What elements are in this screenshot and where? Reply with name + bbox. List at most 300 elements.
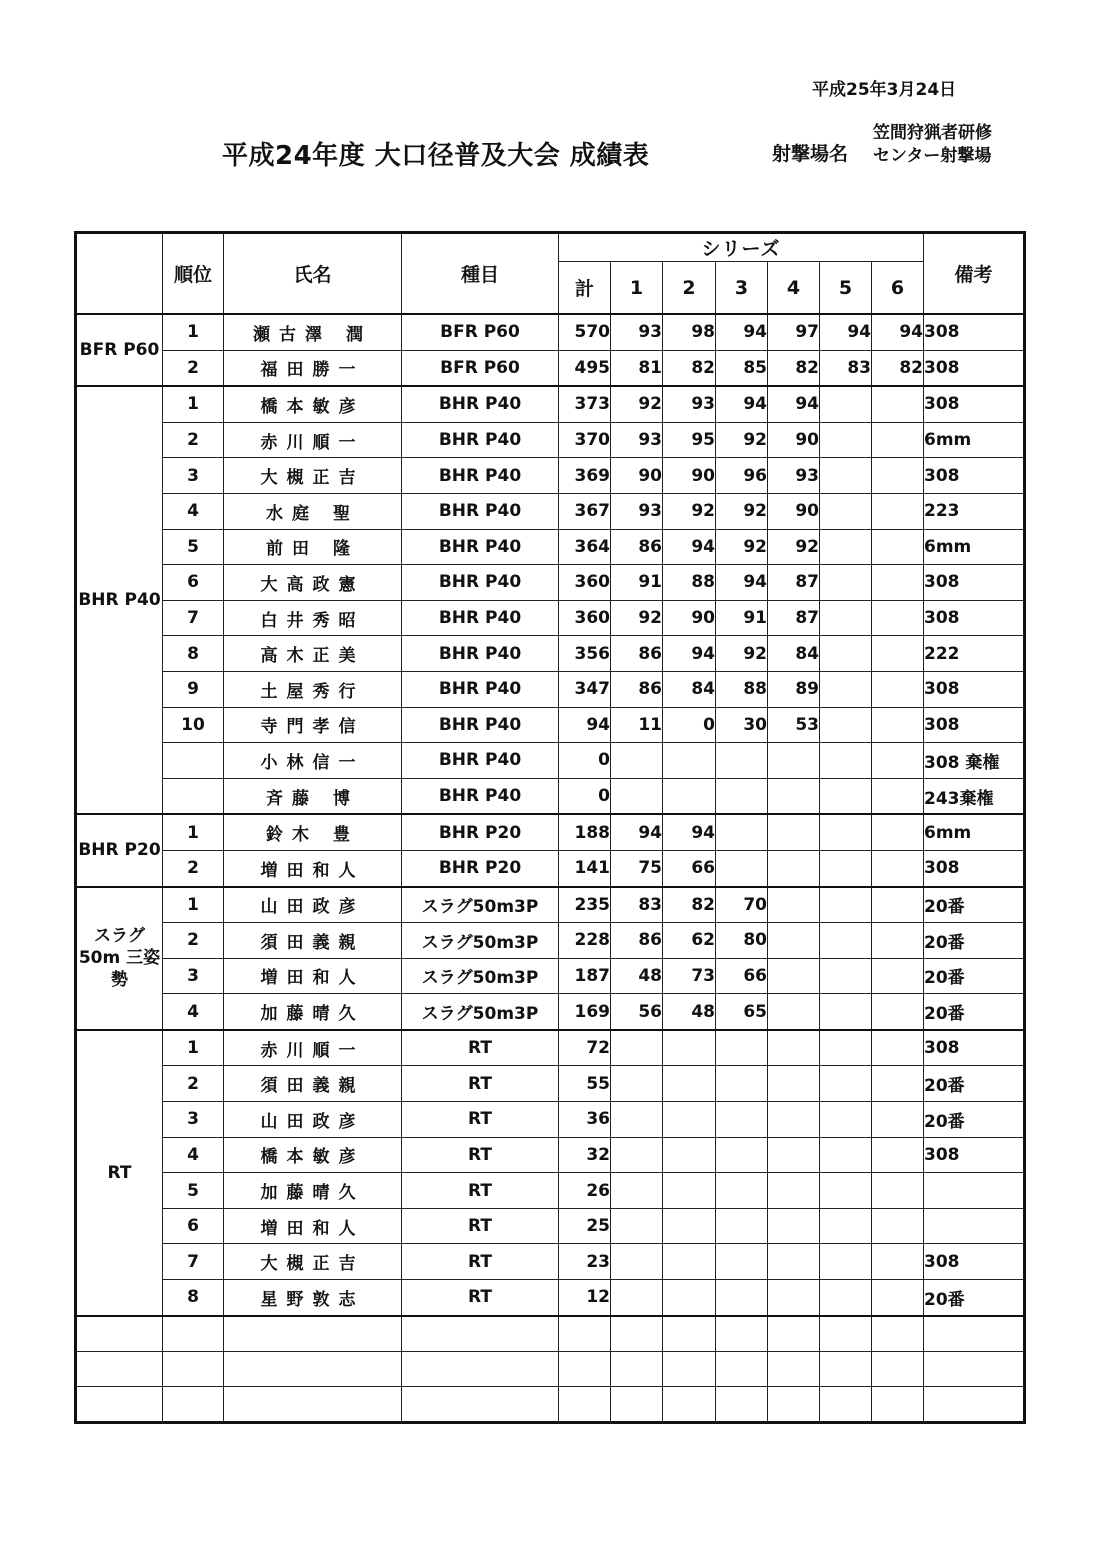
rank-cell: 3 [163,1102,224,1138]
note-cell: 308 [924,565,1025,601]
series-2-cell: 94 [663,529,716,565]
table-row [76,1137,1025,1173]
table-row [76,636,1025,672]
series-6-cell [872,850,924,886]
note-cell: 308 [924,1244,1025,1280]
series-5-cell [820,1208,872,1244]
series-3-cell: 94 [716,314,768,350]
name-cell: 増田和人 [224,1208,402,1244]
blank-cell [224,1316,402,1352]
series-3-cell [716,850,768,886]
total-cell: 25 [559,1208,611,1244]
total-cell: 228 [559,923,611,959]
event-cell: RT [402,1280,559,1316]
series-6-cell [872,671,924,707]
series-1-cell [611,1280,663,1316]
series-5-cell: 83 [820,350,872,386]
name-cell: 増田和人 [224,958,402,994]
series-3-cell [716,1102,768,1138]
name-cell: 鈴木 豊 [224,814,402,850]
series-4-cell [768,1208,820,1244]
blank-cell [768,1351,820,1386]
event-cell: RT [402,1173,559,1209]
blank-cell [716,1386,768,1422]
series-1-cell [611,1102,663,1138]
series-3-cell: 88 [716,671,768,707]
series-1-cell: 11 [611,707,663,743]
venue-name-line2: センター射撃場 [873,146,992,166]
name-cell: 白井秀昭 [224,600,402,636]
series-6-cell [872,1280,924,1316]
note-cell: 6mm [924,529,1025,565]
event-cell: スラグ50m3P [402,958,559,994]
blank-cell [663,1316,716,1352]
series-3-cell: 66 [716,958,768,994]
series-3-cell: 85 [716,350,768,386]
rank-cell: 2 [163,350,224,386]
rank-cell: 7 [163,1244,224,1280]
results-body [76,314,1025,1422]
blank-cell [872,1386,924,1422]
series-5-cell [820,814,872,850]
series-4-cell: 53 [768,707,820,743]
rank-cell: 8 [163,1280,224,1316]
name-cell: 小林信一 [224,743,402,779]
series-3-cell: 96 [716,458,768,494]
blank-row [76,1386,1025,1422]
table-row [76,850,1025,886]
series-2-cell [663,1173,716,1209]
total-cell: 360 [559,600,611,636]
event-cell: スラグ50m3P [402,923,559,959]
series-6-cell [872,1173,924,1209]
total-cell: 36 [559,1102,611,1138]
note-cell: 20番 [924,1066,1025,1102]
series-3-cell: 94 [716,386,768,422]
series-6-cell [872,636,924,672]
event-cell: BFR P60 [402,314,559,350]
name-cell: 橋本敏彦 [224,1137,402,1173]
table-row [76,958,1025,994]
series-3-cell [716,1244,768,1280]
venue-name [873,122,992,168]
note-cell: 308 [924,386,1025,422]
note-cell: 308 [924,350,1025,386]
series-1-cell [611,743,663,779]
series-3-cell [716,814,768,850]
series-2-cell [663,1066,716,1102]
rank-cell [163,743,224,779]
table-row [76,493,1025,529]
series-2-cell: 94 [663,814,716,850]
blank-cell [820,1351,872,1386]
header-series-3: 3 [716,262,768,315]
series-4-cell: 92 [768,529,820,565]
table-row [76,707,1025,743]
name-cell: 山田政彦 [224,1102,402,1138]
blank-cell [768,1316,820,1352]
series-4-cell: 97 [768,314,820,350]
series-3-cell [716,778,768,814]
header-series-5: 5 [820,262,872,315]
series-4-cell [768,1066,820,1102]
blank-cell [663,1386,716,1422]
total-cell: 141 [559,850,611,886]
rank-cell: 1 [163,814,224,850]
rank-cell: 6 [163,565,224,601]
table-row [76,887,1025,923]
series-6-cell [872,1137,924,1173]
category-cell: BHR P20 [76,814,163,886]
series-5-cell [820,958,872,994]
series-5-cell [820,422,872,458]
series-6-cell [872,493,924,529]
name-cell: 大槻正吉 [224,458,402,494]
header-series-6: 6 [872,262,924,315]
blank-cell [611,1351,663,1386]
event-cell: スラグ50m3P [402,887,559,923]
blank-row [76,1351,1025,1386]
total-cell: 367 [559,493,611,529]
category-cell: BFR P60 [76,314,163,386]
series-6-cell [872,529,924,565]
total-cell: 187 [559,958,611,994]
note-cell: 243棄権 [924,778,1025,814]
event-cell: BHR P40 [402,529,559,565]
blank-cell [663,1351,716,1386]
table-row [76,671,1025,707]
series-4-cell [768,743,820,779]
table-row [76,743,1025,779]
venue-label: 射撃場名 [772,143,849,165]
series-2-cell [663,778,716,814]
series-1-cell: 83 [611,887,663,923]
event-cell: BFR P60 [402,350,559,386]
note-cell: 20番 [924,994,1025,1030]
series-3-cell: 92 [716,493,768,529]
series-5-cell [820,671,872,707]
series-1-cell: 86 [611,671,663,707]
series-4-cell: 87 [768,600,820,636]
table-row [76,994,1025,1030]
series-5-cell [820,636,872,672]
series-1-cell [611,1137,663,1173]
table-row [76,386,1025,422]
series-4-cell [768,1280,820,1316]
rank-cell: 1 [163,314,224,350]
series-3-cell: 94 [716,565,768,601]
rank-cell: 2 [163,1066,224,1102]
series-5-cell [820,778,872,814]
rank-cell: 3 [163,458,224,494]
series-4-cell [768,850,820,886]
series-4-cell: 82 [768,350,820,386]
series-3-cell: 65 [716,994,768,1030]
total-cell: 72 [559,1030,611,1066]
series-4-cell [768,1102,820,1138]
event-cell: BHR P40 [402,493,559,529]
series-6-cell [872,887,924,923]
note-cell: 308 [924,314,1025,350]
series-6-cell [872,814,924,850]
series-5-cell [820,458,872,494]
total-cell: 347 [559,671,611,707]
series-2-cell: 90 [663,458,716,494]
series-2-cell: 82 [663,887,716,923]
series-4-cell [768,887,820,923]
blank-cell [611,1386,663,1422]
blank-cell [402,1316,559,1352]
series-1-cell: 92 [611,600,663,636]
name-cell: 水庭 聖 [224,493,402,529]
series-6-cell: 94 [872,314,924,350]
series-1-cell: 75 [611,850,663,886]
series-6-cell [872,565,924,601]
total-cell: 495 [559,350,611,386]
rank-cell: 8 [163,636,224,672]
table-row [76,923,1025,959]
event-cell: BHR P40 [402,707,559,743]
note-cell: 20番 [924,923,1025,959]
name-cell: 須田義親 [224,923,402,959]
series-3-cell: 92 [716,422,768,458]
event-cell: BHR P40 [402,671,559,707]
note-cell: 308 [924,600,1025,636]
blank-cell [559,1351,611,1386]
blank-cell [872,1316,924,1352]
series-2-cell: 84 [663,671,716,707]
series-4-cell: 94 [768,386,820,422]
series-3-cell: 70 [716,887,768,923]
note-cell: 20番 [924,887,1025,923]
series-5-cell [820,600,872,636]
series-2-cell: 0 [663,707,716,743]
blank-cell [224,1386,402,1422]
header-series-1: 1 [611,262,663,315]
series-3-cell: 80 [716,923,768,959]
event-cell: BHR P40 [402,386,559,422]
total-cell: 235 [559,887,611,923]
series-1-cell: 86 [611,529,663,565]
series-2-cell: 92 [663,493,716,529]
series-6-cell [872,422,924,458]
series-4-cell: 90 [768,422,820,458]
series-6-cell [872,707,924,743]
series-5-cell [820,923,872,959]
rank-cell: 2 [163,850,224,886]
note-cell: 20番 [924,1102,1025,1138]
event-cell: スラグ50m3P [402,994,559,1030]
series-6-cell [872,778,924,814]
rank-cell: 6 [163,1208,224,1244]
series-1-cell: 92 [611,386,663,422]
series-1-cell: 86 [611,923,663,959]
name-cell: 山田政彦 [224,887,402,923]
series-3-cell: 91 [716,600,768,636]
header-rank: 順位 [163,233,224,315]
series-1-cell [611,1030,663,1066]
total-cell: 55 [559,1066,611,1102]
series-4-cell: 93 [768,458,820,494]
event-cell: BHR P40 [402,458,559,494]
series-6-cell [872,386,924,422]
series-3-cell [716,1137,768,1173]
series-2-cell: 82 [663,350,716,386]
category-cell: RT [76,1030,163,1316]
name-cell: 大高政憲 [224,565,402,601]
note-cell: 223 [924,493,1025,529]
series-1-cell [611,1208,663,1244]
total-cell: 570 [559,314,611,350]
series-5-cell [820,565,872,601]
series-2-cell: 62 [663,923,716,959]
series-4-cell [768,958,820,994]
series-2-cell: 94 [663,636,716,672]
rank-cell: 9 [163,671,224,707]
series-1-cell: 93 [611,493,663,529]
series-6-cell [872,923,924,959]
series-5-cell: 94 [820,314,872,350]
blank-cell [820,1386,872,1422]
total-cell: 369 [559,458,611,494]
series-3-cell: 30 [716,707,768,743]
name-cell: 加藤晴久 [224,1173,402,1209]
series-1-cell [611,1066,663,1102]
series-4-cell: 87 [768,565,820,601]
results-table [74,231,1026,1424]
series-2-cell: 66 [663,850,716,886]
series-3-cell [716,1173,768,1209]
series-1-cell: 94 [611,814,663,850]
note-cell [924,1173,1025,1209]
series-3-cell: 92 [716,636,768,672]
table-row [76,422,1025,458]
header-category [76,233,163,315]
series-5-cell [820,707,872,743]
note-cell: 308 [924,850,1025,886]
series-6-cell [872,1244,924,1280]
series-2-cell [663,743,716,779]
event-cell: BHR P40 [402,600,559,636]
series-5-cell [820,1137,872,1173]
total-cell: 188 [559,814,611,850]
series-5-cell [820,1066,872,1102]
series-6-cell [872,994,924,1030]
name-cell: 大槻正吉 [224,1244,402,1280]
series-5-cell [820,1173,872,1209]
event-cell: RT [402,1102,559,1138]
series-5-cell [820,1280,872,1316]
series-2-cell: 88 [663,565,716,601]
rank-cell: 2 [163,923,224,959]
rank-cell: 10 [163,707,224,743]
rank-cell: 4 [163,994,224,1030]
rank-cell: 1 [163,887,224,923]
name-cell: 赤川順一 [224,1030,402,1066]
series-2-cell: 95 [663,422,716,458]
rank-cell: 5 [163,1173,224,1209]
series-2-cell [663,1137,716,1173]
total-cell: 94 [559,707,611,743]
series-5-cell [820,743,872,779]
note-cell [924,1208,1025,1244]
series-1-cell [611,1173,663,1209]
series-2-cell [663,1280,716,1316]
blank-cell [820,1316,872,1352]
series-3-cell [716,743,768,779]
series-4-cell: 84 [768,636,820,672]
note-cell: 222 [924,636,1025,672]
event-cell: RT [402,1244,559,1280]
note-cell: 308 [924,1137,1025,1173]
series-1-cell: 91 [611,565,663,601]
event-cell: BHR P40 [402,743,559,779]
rank-cell: 4 [163,493,224,529]
event-cell: RT [402,1030,559,1066]
series-2-cell: 90 [663,600,716,636]
table-row [76,565,1025,601]
series-5-cell [820,1244,872,1280]
name-cell: 瀬古澤 潤 [224,314,402,350]
series-3-cell [716,1030,768,1066]
event-cell: BHR P20 [402,850,559,886]
rank-cell: 2 [163,422,224,458]
blank-cell [716,1351,768,1386]
blank-cell [924,1351,1025,1386]
note-cell: 308 [924,671,1025,707]
series-6-cell [872,600,924,636]
table-row [76,350,1025,386]
blank-cell [559,1316,611,1352]
table-row [76,1102,1025,1138]
table-row [76,314,1025,350]
blank-cell [872,1351,924,1386]
table-row [76,600,1025,636]
series-1-cell: 48 [611,958,663,994]
note-cell: 308 [924,707,1025,743]
header-event: 種目 [402,233,559,315]
series-4-cell [768,1030,820,1066]
event-cell: BHR P40 [402,778,559,814]
category-cell: BHR P40 [76,386,163,814]
series-5-cell [820,994,872,1030]
series-6-cell [872,1030,924,1066]
series-6-cell [872,1208,924,1244]
name-cell: 橋本敏彦 [224,386,402,422]
table-row [76,1208,1025,1244]
series-3-cell: 92 [716,529,768,565]
series-1-cell: 93 [611,314,663,350]
total-cell: 356 [559,636,611,672]
blank-cell [559,1386,611,1422]
series-2-cell: 73 [663,958,716,994]
header-notes: 備考 [924,233,1025,315]
series-2-cell [663,1208,716,1244]
name-cell: 増田和人 [224,850,402,886]
series-5-cell [820,529,872,565]
series-5-cell [820,386,872,422]
note-cell: 20番 [924,1280,1025,1316]
note-cell: 20番 [924,958,1025,994]
table-row [76,778,1025,814]
blank-cell [924,1386,1025,1422]
series-2-cell [663,1030,716,1066]
series-4-cell [768,923,820,959]
total-cell: 360 [559,565,611,601]
series-3-cell [716,1208,768,1244]
series-1-cell [611,778,663,814]
series-4-cell [768,1137,820,1173]
